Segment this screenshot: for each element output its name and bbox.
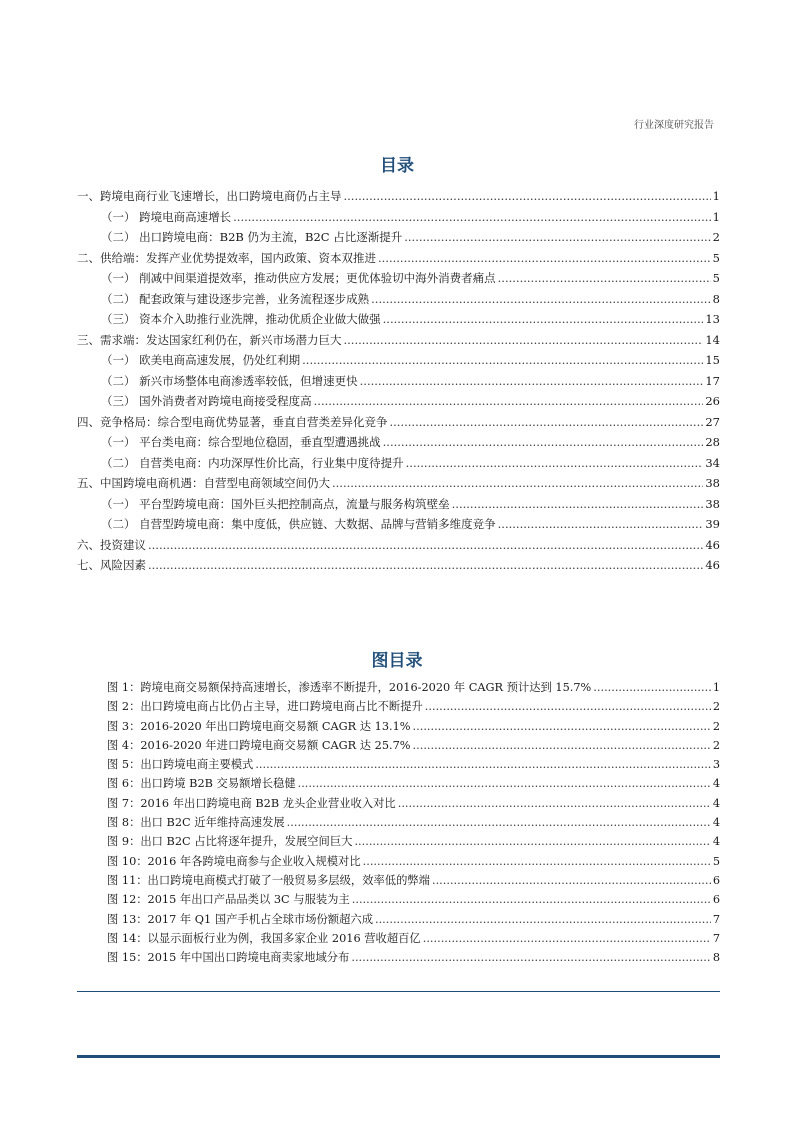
toc-entry[interactable] bbox=[107, 697, 720, 716]
toc-entry[interactable] bbox=[107, 736, 720, 755]
toc-entry-text: （一） 跨境电商高速增长 bbox=[101, 209, 232, 224]
toc-entry-text: （三） 国外消费者对跨境电商接受程度高 bbox=[101, 394, 312, 408]
toc-entry-page: 46 bbox=[705, 558, 720, 572]
toc-entry[interactable] bbox=[77, 289, 720, 310]
toc-entry-text: （一） 欧美电商高速发展，仍处红利期 bbox=[101, 353, 301, 367]
toc-entry-page: 7 bbox=[712, 931, 720, 945]
toc-entry[interactable] bbox=[77, 350, 720, 371]
toc-entry[interactable] bbox=[107, 832, 720, 851]
dot-leader bbox=[375, 910, 711, 929]
toc-entry-text: 三、需求端：发达国家红利仍在，新兴市场潜力巨大 bbox=[77, 332, 342, 347]
dot-leader bbox=[233, 207, 711, 228]
toc-entry-page: 27 bbox=[705, 414, 720, 429]
toc-entry-text: 图 3：2016-2020 年出口跨境电商交易额 CAGR 达 13.1% bbox=[107, 719, 411, 733]
toc-entry[interactable] bbox=[77, 391, 720, 412]
dot-leader bbox=[425, 697, 711, 716]
toc-entry-text: 图 13：2017 年 Q1 国产手机占全球市场份额超六成 bbox=[107, 912, 373, 926]
toc-entry[interactable] bbox=[77, 371, 720, 392]
toc-entry[interactable] bbox=[77, 330, 720, 351]
toc-entry-page: 2 bbox=[712, 738, 720, 752]
divider-line bbox=[77, 991, 720, 992]
toc-entry[interactable] bbox=[77, 227, 720, 248]
toc-entry[interactable] bbox=[107, 910, 720, 929]
dot-leader bbox=[413, 736, 711, 755]
toc-entry-text: （一） 削减中间渠道提效率，推动供应方发展；更优体验切中海外消费者痛点 bbox=[101, 271, 496, 285]
toc-entry-text: （二） 新兴市场整体电商渗透率较低，但增速更快 bbox=[101, 373, 358, 388]
toc-entry-text: 图 14：以显示面板行业为例，我国多家企业 2016 营收超百亿 bbox=[107, 931, 421, 945]
dot-leader bbox=[302, 350, 703, 371]
toc-entry[interactable] bbox=[107, 755, 720, 774]
toc-entry-page: 6 bbox=[712, 873, 720, 887]
dot-leader bbox=[255, 755, 710, 774]
toc-entry-page: 34 bbox=[705, 455, 720, 470]
toc-entry-text: 六、投资建议 bbox=[77, 537, 146, 552]
toc-entry-text: 五、中国跨境电商机遇：自营型电商领域空间仍大 bbox=[77, 476, 330, 490]
toc-entry-page: 38 bbox=[705, 476, 720, 490]
toc-title: 目录 bbox=[380, 156, 414, 176]
toc-entry-page: 1 bbox=[712, 209, 720, 224]
toc-entry[interactable] bbox=[107, 929, 720, 948]
toc-entry-page: 26 bbox=[705, 394, 720, 408]
toc-entry[interactable] bbox=[77, 207, 720, 228]
toc-entry[interactable] bbox=[107, 794, 720, 813]
toc-entry-page: 5 bbox=[712, 271, 720, 285]
dot-leader bbox=[351, 948, 710, 967]
toc-entry-text: 图 11：出口跨境电商模式打破了一般贸易多层级，效率低的弊端 bbox=[107, 873, 430, 887]
dot-leader bbox=[404, 227, 710, 248]
dot-leader bbox=[383, 432, 704, 453]
toc-entry-page: 46 bbox=[705, 537, 720, 552]
toc-entry[interactable] bbox=[77, 268, 720, 289]
toc-entry-page: 5 bbox=[712, 854, 720, 868]
toc-entry-text: 图 12：2015 年出口产品品类以 3C 与服装为主 bbox=[107, 893, 350, 907]
toc-entry-text: 四、竞争格局：综合型电商优势显著，垂直自营类差异化竞争 bbox=[77, 414, 388, 429]
dot-leader bbox=[287, 813, 711, 832]
toc-entry[interactable] bbox=[77, 412, 720, 433]
toc-entry[interactable] bbox=[107, 890, 720, 909]
toc-entry[interactable] bbox=[77, 555, 720, 576]
toc-entry-page: 38 bbox=[705, 496, 720, 511]
dot-leader bbox=[360, 371, 704, 392]
dot-leader bbox=[423, 929, 711, 948]
toc-entry-text: 一、跨境电商行业飞速增长，出口跨境电商仍占主导 bbox=[77, 189, 342, 203]
toc-entry-text: （一） 平台类电商：综合型地位稳固，垂直型遭遇挑战 bbox=[101, 435, 381, 449]
toc-entry-page: 3 bbox=[712, 758, 720, 772]
dot-leader bbox=[332, 473, 703, 494]
dot-leader bbox=[398, 794, 711, 813]
toc-entry[interactable] bbox=[77, 535, 720, 556]
toc-entry-text: 七、风险因素 bbox=[77, 558, 146, 572]
dot-leader bbox=[413, 717, 711, 736]
dot-leader bbox=[498, 268, 711, 289]
toc-entry-text: 图 1：跨境电商交易额保持高速增长，渗透率不断提升，2016-2020 年 CAGR 预计达到 15.7% bbox=[107, 681, 592, 694]
toc-entry[interactable] bbox=[107, 813, 720, 832]
toc-entry-page: 15 bbox=[705, 353, 720, 367]
toc-entry-page: 8 bbox=[712, 951, 720, 965]
toc-entry[interactable] bbox=[107, 678, 720, 697]
dot-leader bbox=[298, 774, 711, 793]
table-of-contents bbox=[77, 186, 720, 576]
toc-entry-text: 图 2：出口跨境电商占比仍占主导，进口跨境电商占比不断提升 bbox=[107, 700, 423, 714]
toc-entry-text: 图 6：出口跨境 B2B 交易额增长稳健 bbox=[107, 777, 296, 791]
toc-entry-page: 1 bbox=[712, 189, 720, 203]
dot-leader bbox=[593, 678, 711, 697]
toc-entry-text: （二） 自营类电商：内功深厚性价比高，行业集中度待提升 bbox=[101, 455, 404, 470]
toc-entry-text: （二） 配套政策与建设逐步完善，业务流程逐步成熟 bbox=[101, 291, 370, 306]
dot-leader bbox=[378, 248, 711, 269]
toc-entry[interactable] bbox=[107, 774, 720, 793]
toc-entry[interactable] bbox=[107, 852, 720, 871]
toc-entry-text: 图 15：2015 年中国出口跨境电商卖家地域分布 bbox=[107, 951, 350, 965]
toc-entry[interactable] bbox=[77, 309, 720, 330]
toc-entry-text: （三） 资本介入助推行业洗牌，推动优质企业做大做强 bbox=[101, 312, 381, 326]
dot-leader bbox=[344, 186, 711, 207]
toc-entry-text: （一） 平台型跨境电商：国外巨头把控制高点，流量与服务构筑壁垒 bbox=[101, 496, 450, 511]
report-type-label: 行业深度研究报告 bbox=[634, 120, 714, 131]
dot-leader bbox=[498, 514, 704, 535]
toc-entry-page: 2 bbox=[712, 230, 720, 244]
dot-leader bbox=[363, 852, 711, 871]
toc-entry-text: 图 8：出口 B2C 近年维持高速发展 bbox=[107, 816, 285, 830]
dot-leader bbox=[148, 535, 703, 556]
toc-entry[interactable] bbox=[107, 717, 720, 736]
toc-entry-text: 图 10：2016 年各跨境电商参与企业收入规模对比 bbox=[107, 854, 361, 868]
dot-leader bbox=[314, 391, 704, 412]
dot-leader bbox=[352, 890, 711, 909]
figure-toc-title: 图目录 bbox=[371, 651, 423, 671]
toc-entry-text: （二） 自营型跨境电商：集中度低，供应链、大数据、品牌与营销多维度竞争 bbox=[101, 517, 496, 531]
toc-entry[interactable] bbox=[77, 514, 720, 535]
dot-leader bbox=[371, 289, 711, 310]
toc-entry-page: 8 bbox=[712, 291, 720, 306]
toc-entry-page: 14 bbox=[705, 332, 720, 347]
toc-entry-page: 4 bbox=[712, 796, 720, 810]
toc-entry-page: 13 bbox=[705, 312, 720, 326]
toc-entry-text: 图 7：2016 年出口跨境电商 B2B 龙头企业营业收入对比 bbox=[107, 796, 396, 810]
toc-entry-page: 4 bbox=[712, 816, 720, 830]
toc-entry[interactable] bbox=[77, 186, 720, 207]
toc-entry-page: 17 bbox=[705, 373, 720, 388]
toc-entry-page: 2 bbox=[712, 700, 720, 714]
toc-entry-page: 1 bbox=[712, 681, 720, 694]
dot-leader bbox=[406, 453, 704, 474]
toc-entry[interactable] bbox=[77, 494, 720, 515]
toc-entry[interactable] bbox=[77, 248, 720, 269]
toc-entry[interactable] bbox=[107, 948, 720, 967]
footer-rule bbox=[77, 1055, 720, 1058]
toc-entry-page: 4 bbox=[712, 777, 720, 791]
toc-entry-page: 28 bbox=[705, 435, 720, 449]
figure-table-of-contents bbox=[107, 678, 720, 967]
toc-entry[interactable] bbox=[77, 432, 720, 453]
toc-entry-text: 图 4：2016-2020 年进口跨境电商交易额 CAGR 达 25.7% bbox=[107, 738, 411, 752]
dot-leader bbox=[344, 330, 704, 351]
dot-leader bbox=[390, 412, 704, 433]
toc-entry-page: 6 bbox=[712, 893, 720, 907]
toc-entry-text: 二、供给端：发挥产业优势提效率，国内政策、资本双推进 bbox=[77, 250, 376, 265]
toc-entry-page: 7 bbox=[712, 912, 720, 926]
dot-leader bbox=[452, 494, 704, 515]
toc-entry-text: 图 5：出口跨境电商主要模式 bbox=[107, 758, 254, 772]
toc-entry-page: 2 bbox=[712, 719, 720, 733]
toc-entry[interactable] bbox=[77, 453, 720, 474]
toc-entry-text: （二） 出口跨境电商：B2B 仍为主流，B2C 占比逐渐提升 bbox=[101, 230, 403, 244]
dot-leader bbox=[383, 309, 704, 330]
toc-entry-page: 5 bbox=[712, 250, 720, 265]
dot-leader bbox=[432, 871, 711, 890]
dot-leader bbox=[354, 832, 710, 851]
dot-leader bbox=[148, 555, 703, 576]
toc-entry[interactable] bbox=[107, 871, 720, 890]
toc-entry-page: 4 bbox=[712, 835, 720, 849]
toc-entry-page: 39 bbox=[705, 517, 720, 531]
toc-entry-text: 图 9：出口 B2C 占比将逐年提升，发展空间巨大 bbox=[107, 835, 353, 849]
toc-entry[interactable] bbox=[77, 473, 720, 494]
